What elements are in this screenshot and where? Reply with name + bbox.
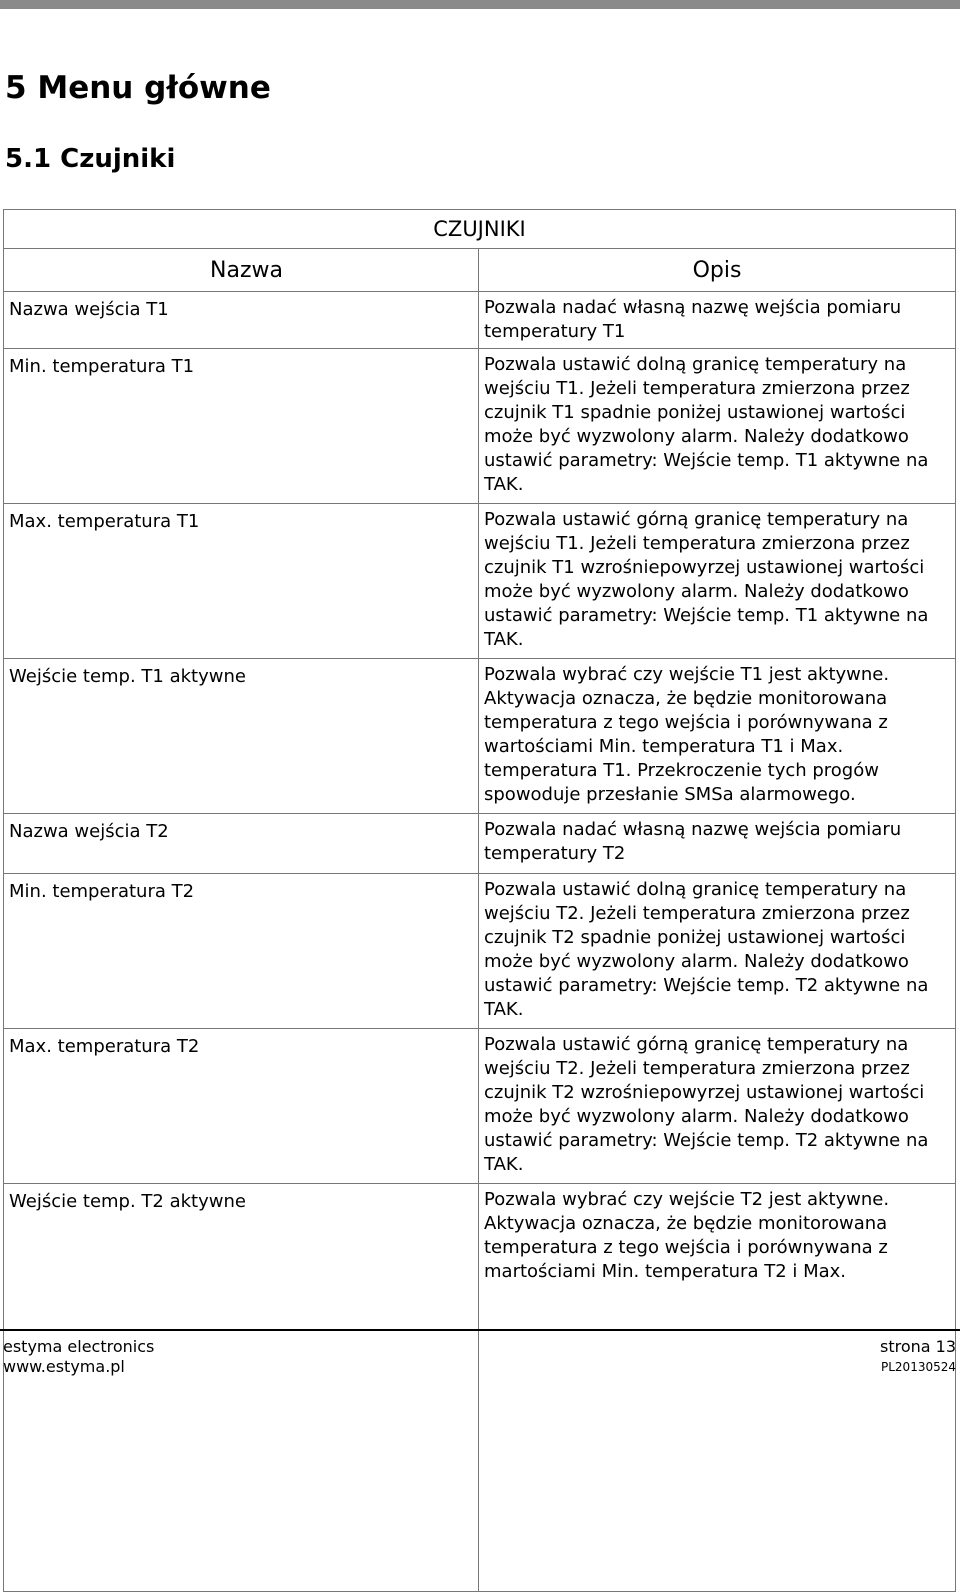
row-desc: Pozwala ustawić górną granicę temperatury na wejściu T1. Jeżeli temperatura zmierzona przez czujnik T1 wzrośniepowyrzej ustawionej wartości może być wyzwolony alarm. Należy dodatkowo ustawić parametry: Wejście temp. T1 aktywne na TAK.	[479, 504, 956, 659]
row-name: Nazwa wejścia T1	[4, 292, 479, 349]
row-name: Wejście temp. T1 aktywne	[4, 659, 479, 814]
footer-rule	[0, 1329, 960, 1331]
table-row	[4, 659, 956, 814]
table-caption: CZUJNIKI	[4, 210, 956, 249]
table-row	[4, 1029, 956, 1184]
row-name: Min. temperatura T2	[4, 874, 479, 1029]
table-row	[4, 1184, 956, 1592]
row-desc: Pozwala nadać własną nazwę wejścia pomiaru temperatury T1	[479, 292, 956, 349]
top-rule	[0, 0, 960, 9]
row-name: Max. temperatura T2	[4, 1029, 479, 1184]
table-row	[4, 504, 956, 659]
row-name: Wejście temp. T2 aktywne	[4, 1184, 479, 1592]
row-name: Max. temperatura T1	[4, 504, 479, 659]
row-desc: Pozwala wybrać czy wejście T1 jest aktywne. Aktywacja oznacza, że będzie monitorowana temperatura z tego wejścia i porównywana z wartościami Min. temperatura T1 i Max. temperatura T1. Przekroczenie tych progów spowoduje przesłanie SMSa alarmowego.	[479, 659, 956, 814]
row-desc: Pozwala ustawić górną granicę temperatury na wejściu T2. Jeżeli temperatura zmierzona przez czujnik T2 wzrośniepowyrzej ustawionej wartości może być wyzwolony alarm. Należy dodatkowo ustawić parametry: Wejście temp. T2 aktywne na TAK.	[479, 1029, 956, 1184]
row-name: Min. temperatura T1	[4, 349, 479, 504]
chapter-title: 5 Menu główne	[5, 70, 271, 106]
row-desc: Pozwala ustawić dolną granicę temperatury na wejściu T1. Jeżeli temperatura zmierzona przez czujnik T1 spadnie poniżej ustawionej wartości może być wyzwolony alarm. Należy dodatkowo ustawić parametry: Wejście temp. T1 aktywne na TAK.	[479, 349, 956, 504]
row-name: Nazwa wejścia T2	[4, 814, 479, 874]
table-row	[4, 874, 956, 1029]
column-header-desc: Opis	[479, 249, 956, 292]
sensors-table	[3, 209, 956, 1592]
table-row	[4, 349, 956, 504]
doc-code: PL20130524	[881, 1360, 956, 1374]
footer-website: www.estyma.pl	[3, 1357, 125, 1376]
row-desc: Pozwala ustawić dolną granicę temperatury na wejściu T2. Jeżeli temperatura zmierzona przez czujnik T2 spadnie poniżej ustawionej wartości może być wyzwolony alarm. Należy dodatkowo ustawić parametry: Wejście temp. T2 aktywne na TAK.	[479, 874, 956, 1029]
footer-right	[880, 1337, 956, 1377]
column-header-name: Nazwa	[4, 249, 479, 292]
section-title: 5.1 Czujniki	[5, 144, 176, 174]
footer-company: estyma electronics	[3, 1337, 155, 1356]
page-number: strona 13	[879, 1337, 956, 1356]
row-desc: Pozwala wybrać czy wejście T2 jest aktywne. Aktywacja oznacza, że będzie monitorowana temperatura z tego wejścia i porównywana z martościami Min. temperatura T2 i Max.	[479, 1184, 956, 1592]
footer-left	[3, 1337, 154, 1377]
table-row	[4, 814, 956, 874]
table-row	[4, 292, 956, 349]
row-desc: Pozwala nadać własną nazwę wejścia pomiaru temperatury T2	[479, 814, 956, 874]
